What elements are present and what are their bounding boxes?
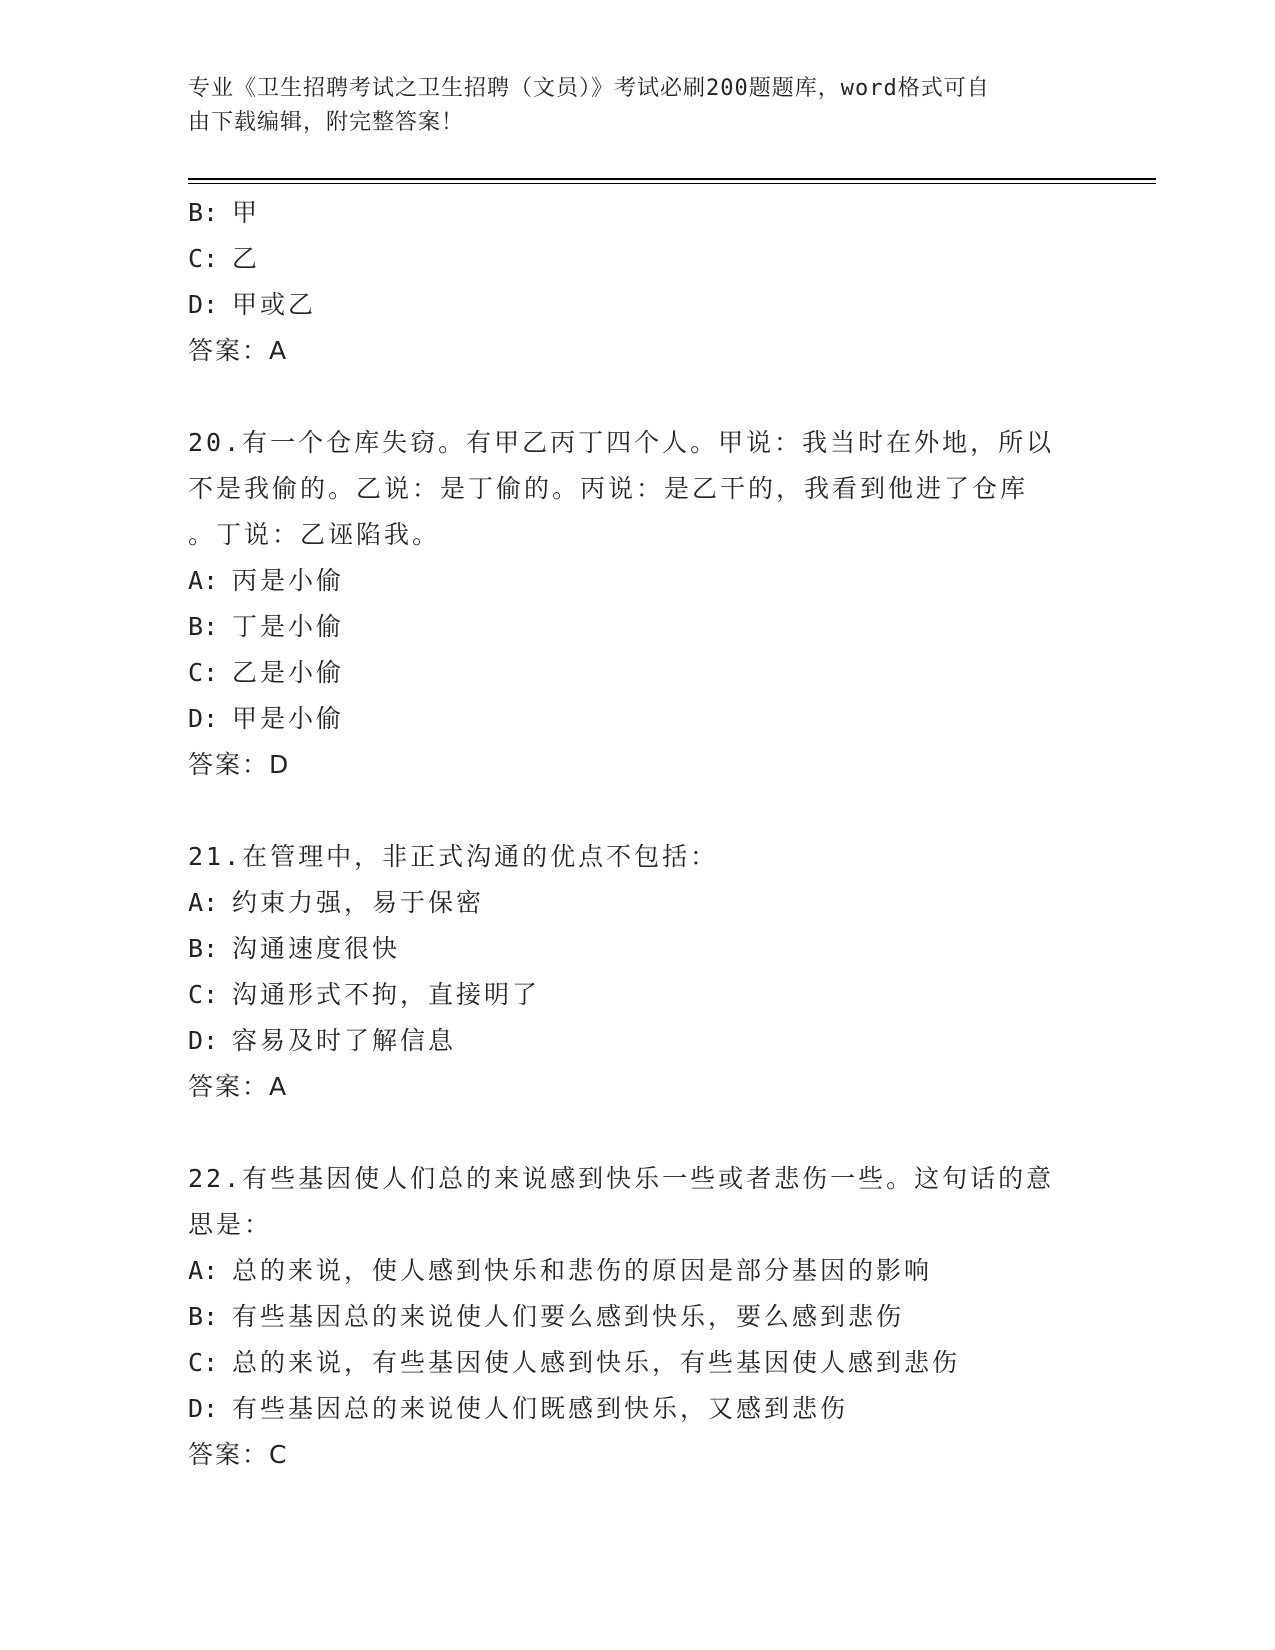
option-label: A: — [188, 566, 219, 595]
question-list — [188, 190, 1088, 1478]
answer-line: 答案：D — [188, 750, 291, 779]
question-text-line: 20.有一个仓库失窃。有甲乙丙丁四个人。甲说：我当时在外地，所以 — [188, 428, 1055, 457]
option-text: 丙是小偷 — [232, 566, 345, 595]
option-label: D: — [188, 704, 219, 733]
option-label: D: — [188, 1026, 219, 1055]
header-line-2: 由下载编辑，附完整答案！ — [188, 110, 465, 135]
option-label: B: — [188, 934, 219, 963]
option-b — [188, 604, 1088, 650]
spacer — [188, 1110, 1088, 1156]
option-text: 甲 — [232, 198, 261, 227]
option-text: 沟通形式不拘，直接明了 — [232, 980, 541, 1009]
answer-line: 答案：A — [188, 1072, 289, 1101]
answer-line: 答案：A — [188, 336, 289, 365]
option-b — [188, 1294, 1088, 1340]
option-d — [188, 282, 1088, 328]
option-a — [188, 1248, 1088, 1294]
header-divider-thin — [188, 183, 1156, 184]
option-label: B: — [188, 1302, 219, 1331]
option-a — [188, 880, 1088, 926]
question-text-line: 21.在管理中，非正式沟通的优点不包括： — [188, 842, 719, 871]
header-divider — [188, 178, 1156, 180]
option-text: 乙 — [232, 244, 261, 273]
option-c — [188, 972, 1088, 1018]
option-label: C: — [188, 980, 219, 1009]
spacer — [188, 374, 1088, 420]
option-b — [188, 190, 1088, 236]
option-text: 甲或乙 — [232, 290, 317, 319]
option-c — [188, 650, 1088, 696]
option-label: D: — [188, 1394, 219, 1423]
question-text-line: 。丁说：乙诬陷我。 — [188, 520, 441, 549]
question-block-22 — [188, 1156, 1088, 1478]
document-header — [188, 72, 1068, 140]
option-label: D: — [188, 290, 219, 319]
option-label: C: — [188, 658, 219, 687]
option-label: B: — [188, 612, 219, 641]
option-d — [188, 1386, 1088, 1432]
option-label: A: — [188, 1256, 219, 1285]
option-b — [188, 926, 1088, 972]
option-label: A: — [188, 888, 219, 917]
question-text-line: 思是： — [188, 1210, 273, 1239]
option-text: 有些基因总的来说使人们要么感到快乐，要么感到悲伤 — [232, 1302, 905, 1331]
question-block-19 — [188, 190, 1088, 374]
option-text: 沟通速度很快 — [232, 934, 401, 963]
option-text: 容易及时了解信息 — [232, 1026, 457, 1055]
option-text: 总的来说，使人感到快乐和悲伤的原因是部分基因的影响 — [232, 1256, 933, 1285]
option-text: 有些基因总的来说使人们既感到快乐，又感到悲伤 — [232, 1394, 849, 1423]
option-label: C: — [188, 244, 219, 273]
question-text-line: 22.有些基因使人们总的来说感到快乐一些或者悲伤一些。这句话的意 — [188, 1164, 1055, 1193]
question-block-21 — [188, 834, 1088, 1110]
option-d — [188, 696, 1088, 742]
option-label: C: — [188, 1348, 219, 1377]
header-line-1: 专业《卫生招聘考试之卫生招聘（文员）》考试必刷200题题库，word格式可自 — [188, 76, 990, 101]
option-text: 总的来说，有些基因使人感到快乐，有些基因使人感到悲伤 — [232, 1348, 961, 1377]
option-d — [188, 1018, 1088, 1064]
question-block-20 — [188, 420, 1088, 788]
option-c — [188, 1340, 1088, 1386]
option-text: 乙是小偷 — [232, 658, 345, 687]
option-text: 丁是小偷 — [232, 612, 345, 641]
option-a — [188, 558, 1088, 604]
option-text: 甲是小偷 — [232, 704, 345, 733]
spacer — [188, 788, 1088, 834]
option-label: B: — [188, 198, 219, 227]
option-c — [188, 236, 1088, 282]
answer-line: 答案：C — [188, 1440, 289, 1469]
option-text: 约束力强，易于保密 — [232, 888, 485, 917]
question-text-line: 不是我偷的。乙说：是丁偷的。丙说：是乙干的，我看到他进了仓库 — [188, 474, 1029, 503]
